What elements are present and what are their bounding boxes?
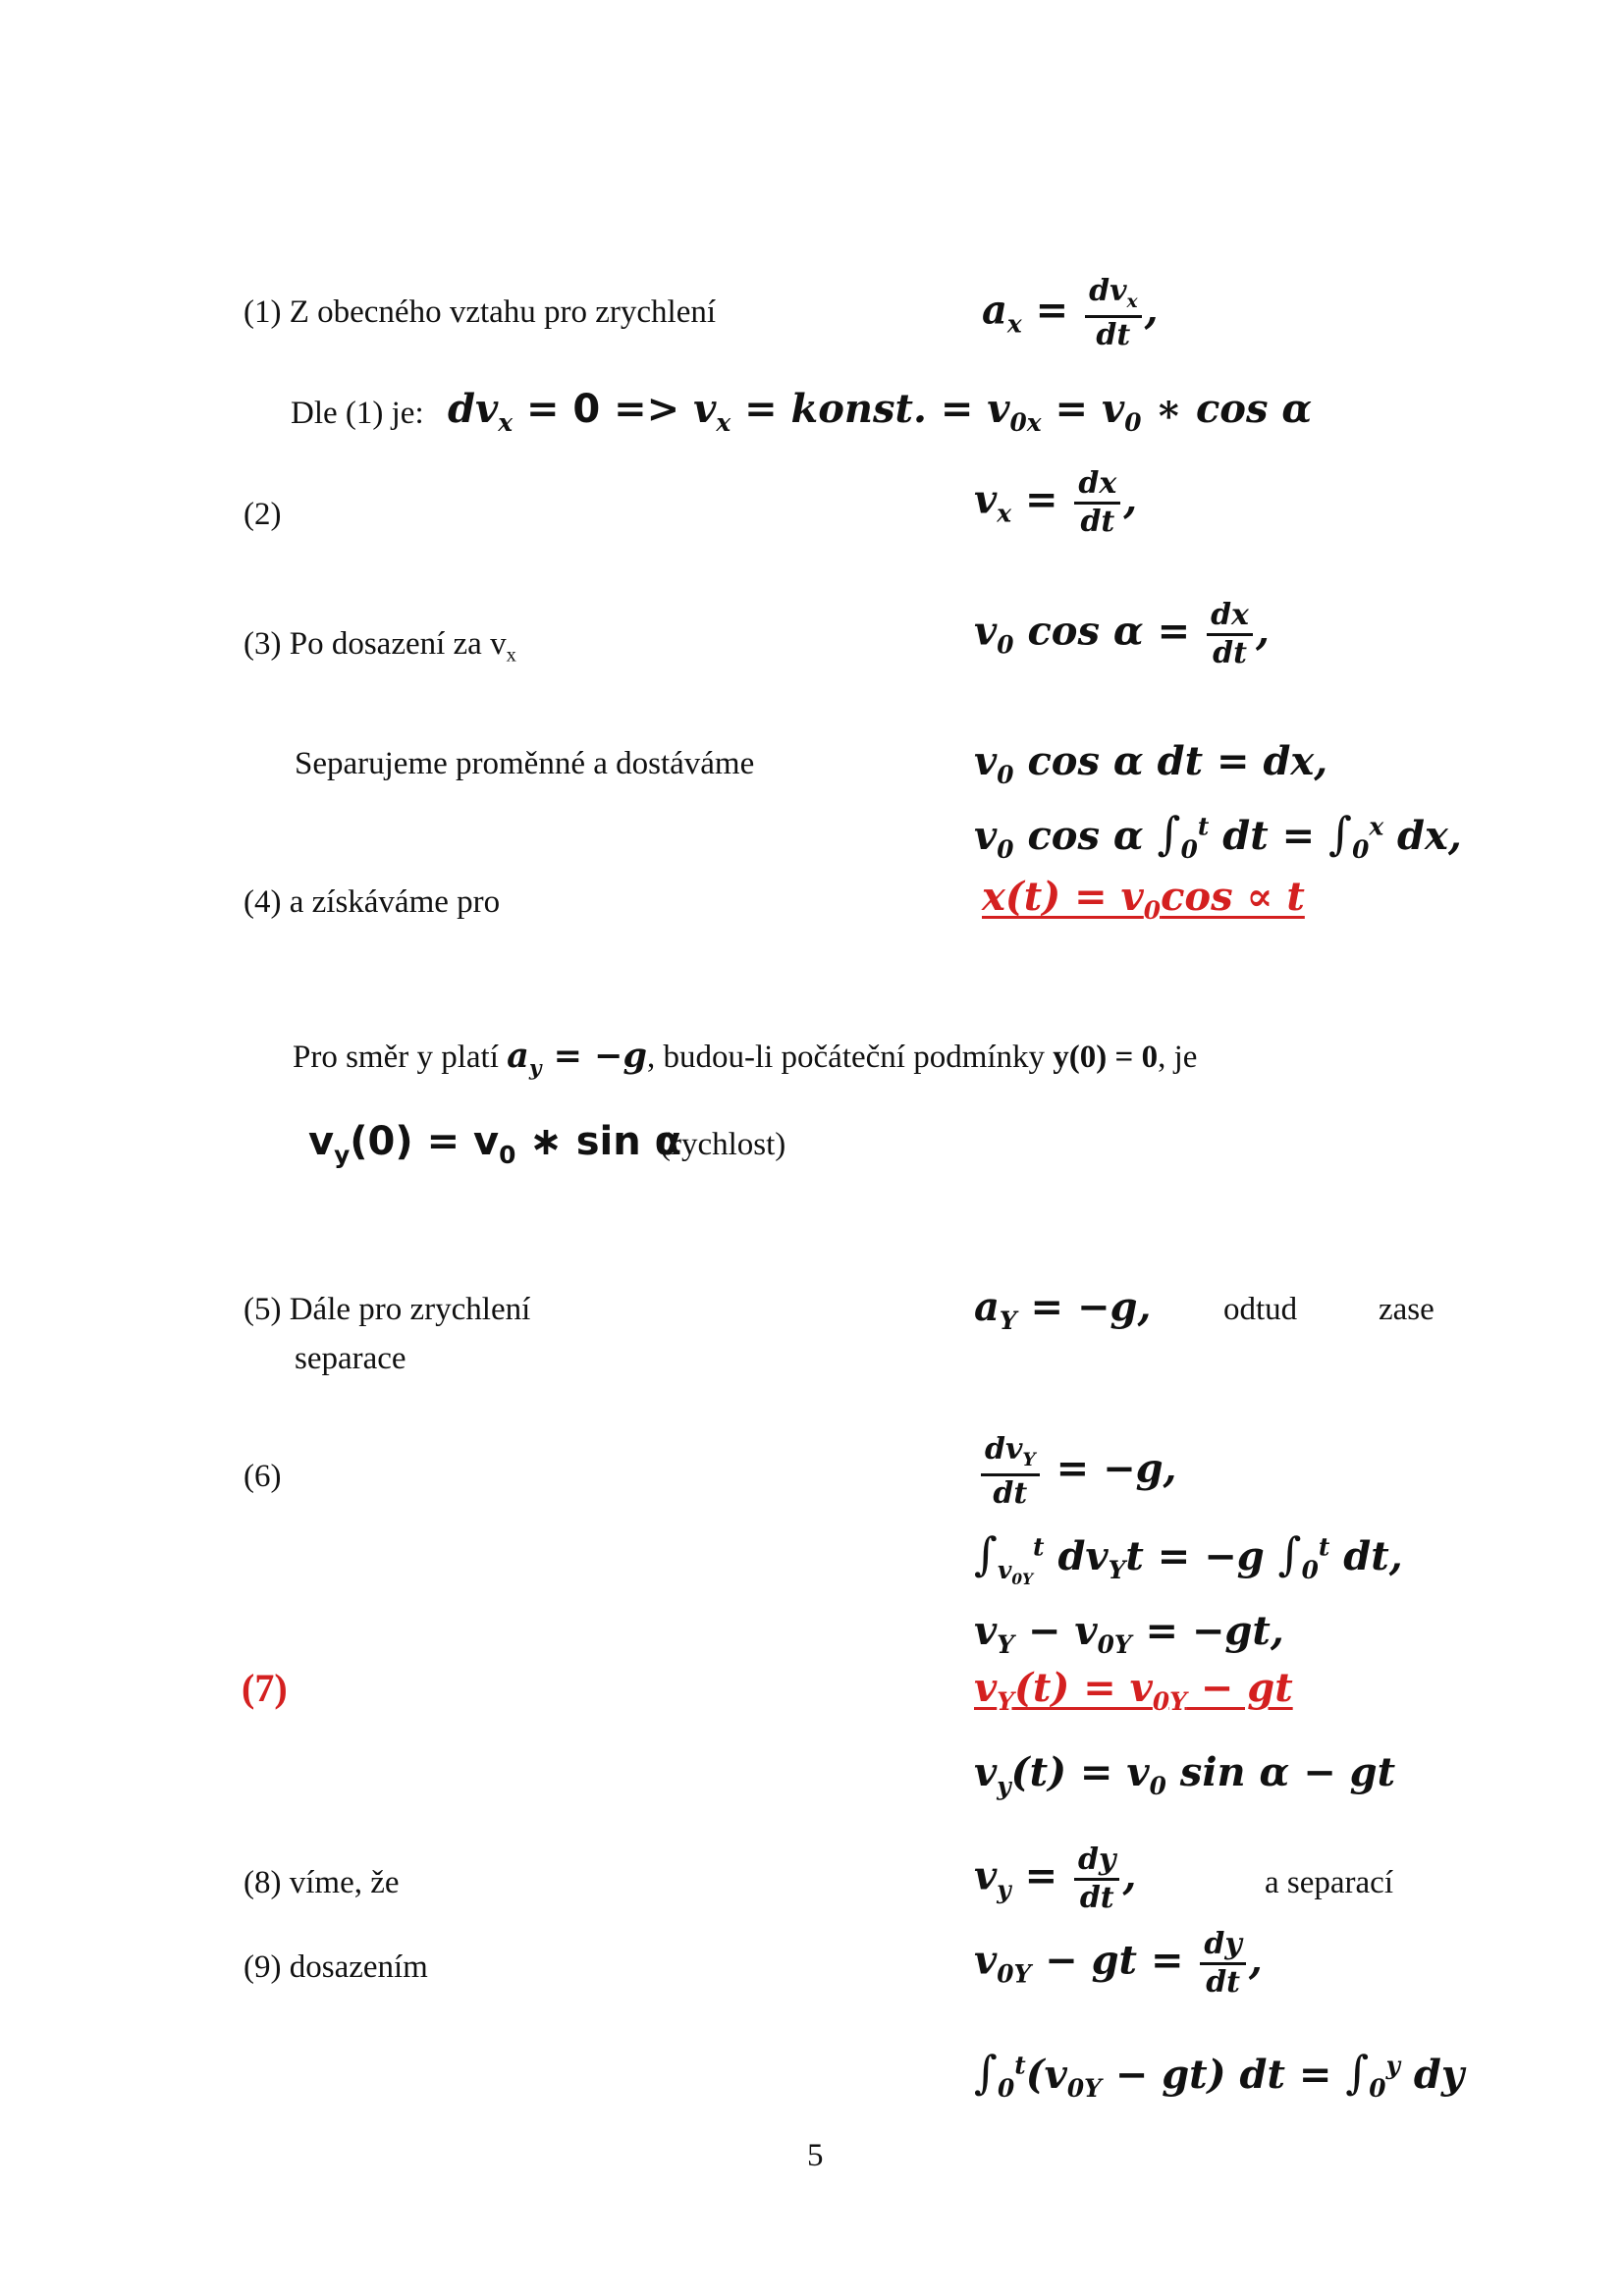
line-9-text: (9) dosazením (244, 1949, 428, 1985)
y-direction-text: Pro směr y platí $a_y = -g$, budou-li počáteční podmínky y(0) = 0, je (293, 1036, 1198, 1081)
line-5-text: (5) Dále pro zrychlení (244, 1292, 531, 1327)
line-6-text: (6) (244, 1459, 282, 1494)
eq-7-vy-expanded: $v_y(t) = v_0$ sin α − gt (974, 1749, 1396, 1800)
eq-6-integral: $\int_{v_{0Y}}^t$ $dv_Yt = -g$ $\int_0^t$ dt, (974, 1527, 1403, 1588)
eq-7-result-vy: $v_Y(t) = v_{0Y}$ − gt (974, 1665, 1293, 1716)
odtud-text: odtud (1223, 1292, 1298, 1327)
eq-separation-2: $v_0$ cos α $\int_0^t$ dt = $\int_0^x$ dx, (974, 807, 1462, 864)
line-4-text: (4) a získáváme pro (244, 884, 501, 920)
eq-dle-const: $dv_x = 0 => v_x$ = konst. = $v_{0x} = v_0$ ∗ cos α (448, 386, 1313, 437)
eq-separation-1: $v_0$ cos α dt = dx, (974, 738, 1328, 789)
eq-2-velocity: $v_x$ = $\frac{dx}{dt}$ , (974, 466, 1138, 539)
eq-3-substitution: $v_0$ cos α = $\frac{dx}{dt}$ , (974, 598, 1270, 670)
eq-initial-velocity-y: $v_y(0) = v_0$ ∗ sin α (308, 1119, 682, 1169)
page-number: 5 (807, 2138, 824, 2173)
velocity-note: (rychlost) (660, 1127, 786, 1162)
eq-9-integral: $\int_0^t(v_{0Y} - gt)$ dt = $\int_0^y$ dy (974, 2046, 1465, 2103)
eq-6-difference: $v_Y - v_{0Y} = -gt$, (974, 1608, 1284, 1659)
line-7-label: (7) (242, 1666, 288, 1710)
separace-text: separace (295, 1341, 406, 1376)
dle-text: Dle (1) je: (291, 396, 424, 431)
eq-6-differential: $\frac{dv_Y}{dt}$ = −g, (978, 1435, 1176, 1509)
eq-8-vy-derivative: $v_y$ = $\frac{dy}{dt}$ , (974, 1842, 1137, 1915)
line-1-text: (1) Z obecného vztahu pro zrychlení (244, 294, 717, 330)
zase-text: zase (1379, 1292, 1435, 1327)
eq-1-acceleration: $a_x$ = $\frac{dv_x}{dt}$ , (982, 274, 1159, 352)
eq-9-substitution: $v_{0Y}$ − gt = $\frac{dy}{dt}$ , (974, 1927, 1263, 2000)
line-2-text: (2) (244, 497, 282, 532)
eq-4-result-x: $x(t) = v_0\cos \propto t$ (982, 874, 1305, 925)
eq-5-acceleration-y: $a_Y = -g$, (974, 1284, 1152, 1335)
line-8-text: (8) víme, že (244, 1865, 400, 1900)
a-separaci-text: a separací (1265, 1865, 1393, 1900)
separation-text: Separujeme proměnné a dostáváme (295, 746, 755, 781)
line-3-text: (3) Po dosazení za $v_x$ (244, 626, 516, 667)
